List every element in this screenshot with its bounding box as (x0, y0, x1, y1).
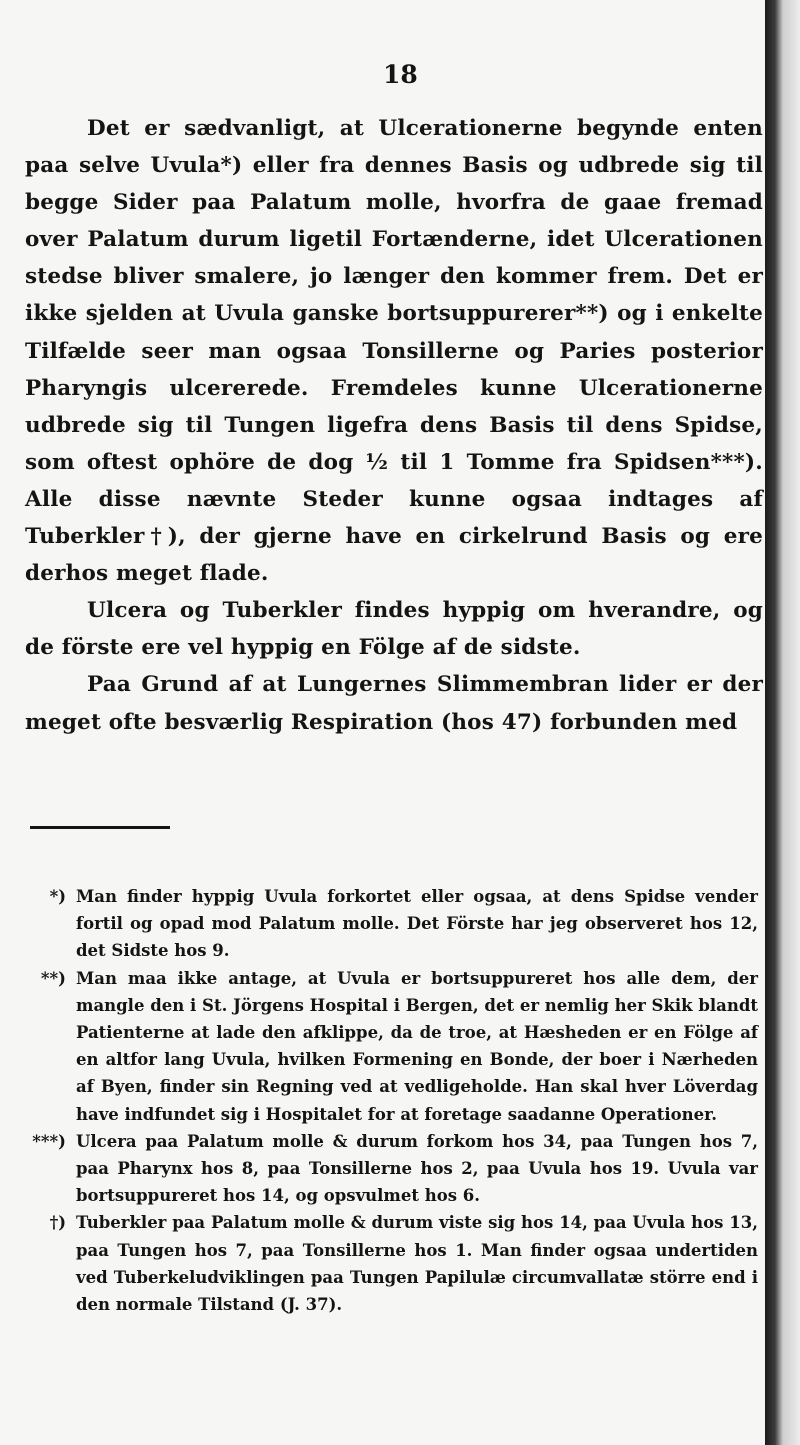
footnote-1 (30, 883, 758, 965)
footnote-mark: ***) (32, 1131, 66, 1151)
paragraph-ulcerations: Det er sædvanligt, at Ulcerationerne begynde enten paa selve Uvula*) eller fra dennes Basis og udbrede sig til begge Sider paa Palatum molle, hvorfra de gaae fremad over Palatum durum ligetil Fortænderne, idet Ulcerationen stedse bliver smalere, jo længer den kommer frem. Det er ikke sjelden at Uvula ganske bortsuppurerer**) og i enkelte Tilfælde seer man ogsaa Tonsillerne og Paries posterior Pharyngis ulcererede. Fremdeles kunne Ulcerationerne udbrede sig til Tungen ligefra dens Basis til dens Spidse, som oftest ophöre de dog ½ til 1 Tomme fra Spidsen***). Alle disse nævnte Steder kunne ogsaa indtages af Tuberkler†), der gjerne have en cirkelrund Basis og ere derhos meget flade. (25, 116, 763, 587)
footnote-text: Man finder hyppig Uvula forkortet eller ogsaa, at dens Spidse vender fortil og opad mod Palatum molle. Det Förste har jeg observeret hos 12, det Sidste hos 9. (76, 887, 758, 961)
body-text (25, 110, 763, 741)
footnote-mark: *) (49, 887, 66, 906)
footnote-4 (30, 1209, 758, 1318)
paragraph-respiration: Paa Grund af at Lungernes Slimmembran lider er der meget ofte besværlig Respiration (hos 47) forbunden med (25, 672, 763, 735)
paragraph-ulcera-tuberkler: Ulcera og Tuberkler findes hyppig om hverandre, og de förste ere vel hyppig en Fölge af de sidste. (25, 598, 763, 661)
footnote-divider (30, 826, 170, 829)
footnote-mark: †) (49, 1213, 66, 1233)
footnote-2 (30, 965, 758, 1128)
footnotes (30, 883, 758, 1318)
footnote-3 (30, 1128, 758, 1210)
footnote-text: Man maa ikke antage, at Uvula er bortsuppureret hos alle dem, der mangle den i St. Jörgens Hospital i Bergen, det er nemlig her Skik blandt Patienterne at lade den afklippe, da de troe, at Hæsheden er en Fölge af en altfor lang Uvula, hvilken Formening en Bonde, der boer i Nærheden af Byen, finder sin Regning ved at vedligeholde. Han skal hver Löverdag have indfundet sig i Hospitalet for at foretage saadanne Operationer. (76, 968, 758, 1124)
footnote-text: Tuberkler paa Palatum molle & durum viste sig hos 14, paa Uvula hos 13, paa Tungen hos 7, paa Tonsillerne hos 1. Man finder ogsaa undertiden ved Tuberkeludviklingen paa Tungen Papilulæ circumvallatæ större end i den normale Tilstand (J. 37). (76, 1213, 758, 1315)
page-number: 18 (383, 60, 418, 89)
footnote-mark: **) (40, 968, 66, 988)
footnote-text: Ulcera paa Palatum molle & durum forkom hos 34, paa Tungen hos 7, paa Pharynx hos 8, paa Tonsillerne hos 2, paa Uvula hos 19. Uvula var bortsuppureret hos 14, og opsvulmet hos 6. (76, 1131, 758, 1206)
page-edge-shadow (765, 0, 800, 1445)
